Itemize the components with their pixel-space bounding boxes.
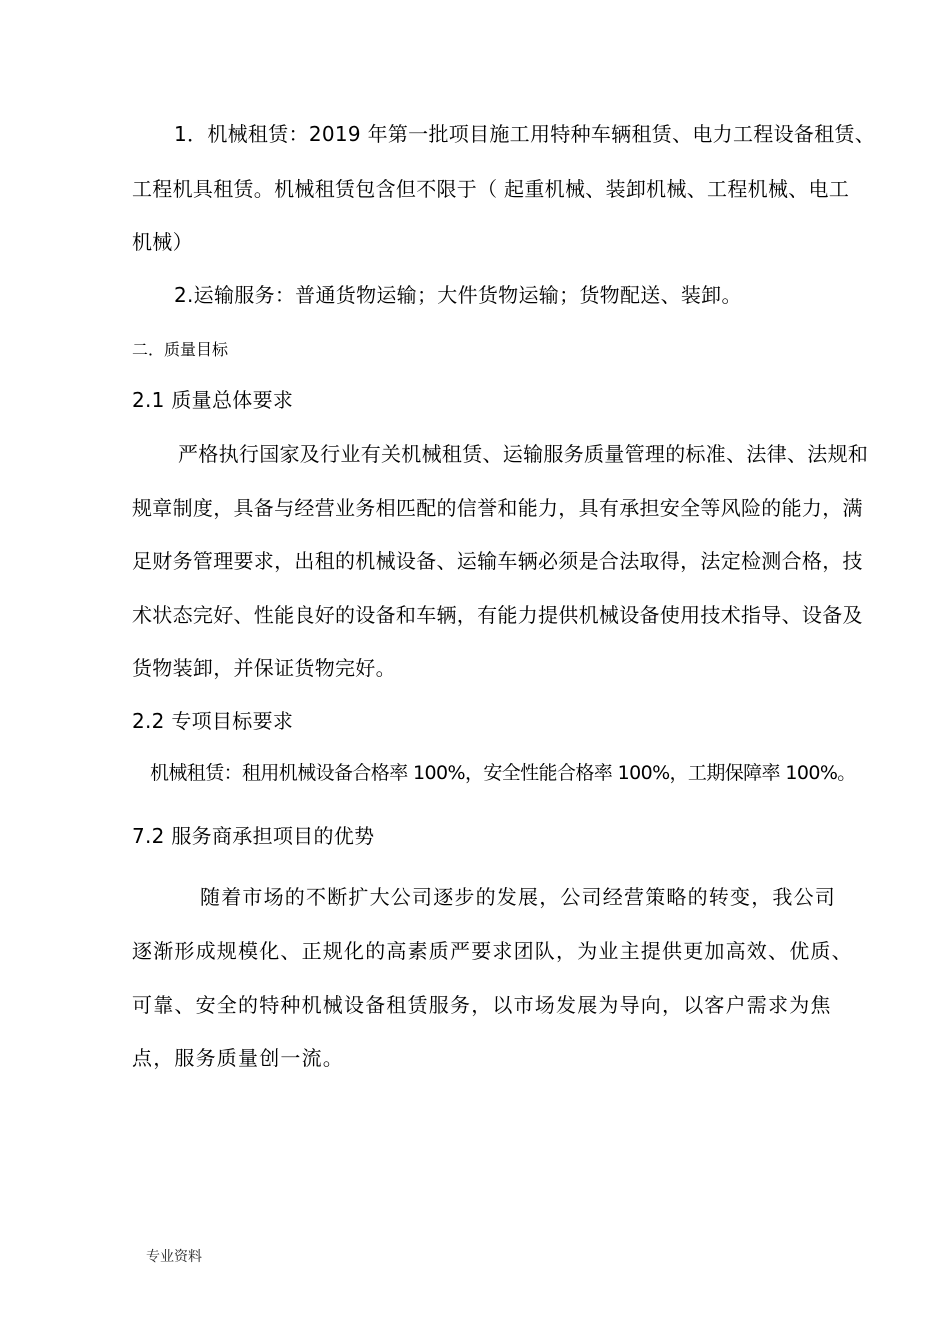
paragraph-2-2: 机械租赁：租用机械设备合格率 100%，安全性能合格率 100%，工期保障率 100%。 [150, 762, 856, 784]
paragraph-2-1-line-4: 术状态完好、性能良好的设备和车辆，有能力提供机械设备使用技术指导、设备及 [132, 603, 863, 627]
subheading-2-2: 2.2 专项目标要求 [132, 709, 294, 733]
item1-line-1: 1．机械租赁：2019 年第一批项目施工用特种车辆租赁、电力工程设备租赁、 [174, 122, 876, 146]
paragraph-2-1-line-1: 严格执行国家及行业有关机械租赁、运输服务质量管理的标准、法律、法规和 [178, 442, 869, 466]
footer-label: 专业资料 [146, 1249, 202, 1265]
paragraph-7-2-line-4: 点，服务质量创一流。 [132, 1046, 344, 1070]
item2-line: 2.运输服务：普通货物运输；大件货物运输；货物配送、装卸。 [174, 283, 742, 307]
paragraph-7-2-line-2: 逐渐形成规模化、正规化的高素质严要求团队，为业主提供更加高效、优质、 [132, 939, 853, 963]
subheading-2-1: 2.1 质量总体要求 [132, 388, 294, 412]
paragraph-2-1-line-3: 足财务管理要求，出租的机械设备、运输车辆必须是合法取得，法定检测合格，技 [132, 549, 863, 573]
paragraph-7-2-line-3: 可靠、安全的特种机械设备租赁服务，以市场发展为导向，以客户需求为焦 [132, 993, 832, 1017]
paragraph-7-2-line-1: 随着市场的不断扩大公司逐步的发展，公司经营策略的转变，我公司 [200, 885, 836, 909]
item1-line-2: 工程机具租赁。机械租赁包含但不限于（ 起重机械、装卸机械、工程机械、电工 [132, 177, 850, 201]
section-heading-quality-goals: 二．质量目标 [132, 340, 229, 359]
paragraph-2-1-line-2: 规章制度，具备与经营业务相匹配的信誉和能力，具有承担安全等风险的能力，满 [132, 496, 863, 520]
section-heading-7-2: 7.2 服务商承担项目的优势 [132, 824, 375, 848]
item1-line-3: 机械） [132, 230, 193, 254]
paragraph-2-1-line-5: 货物装卸，并保证货物完好。 [132, 656, 396, 680]
